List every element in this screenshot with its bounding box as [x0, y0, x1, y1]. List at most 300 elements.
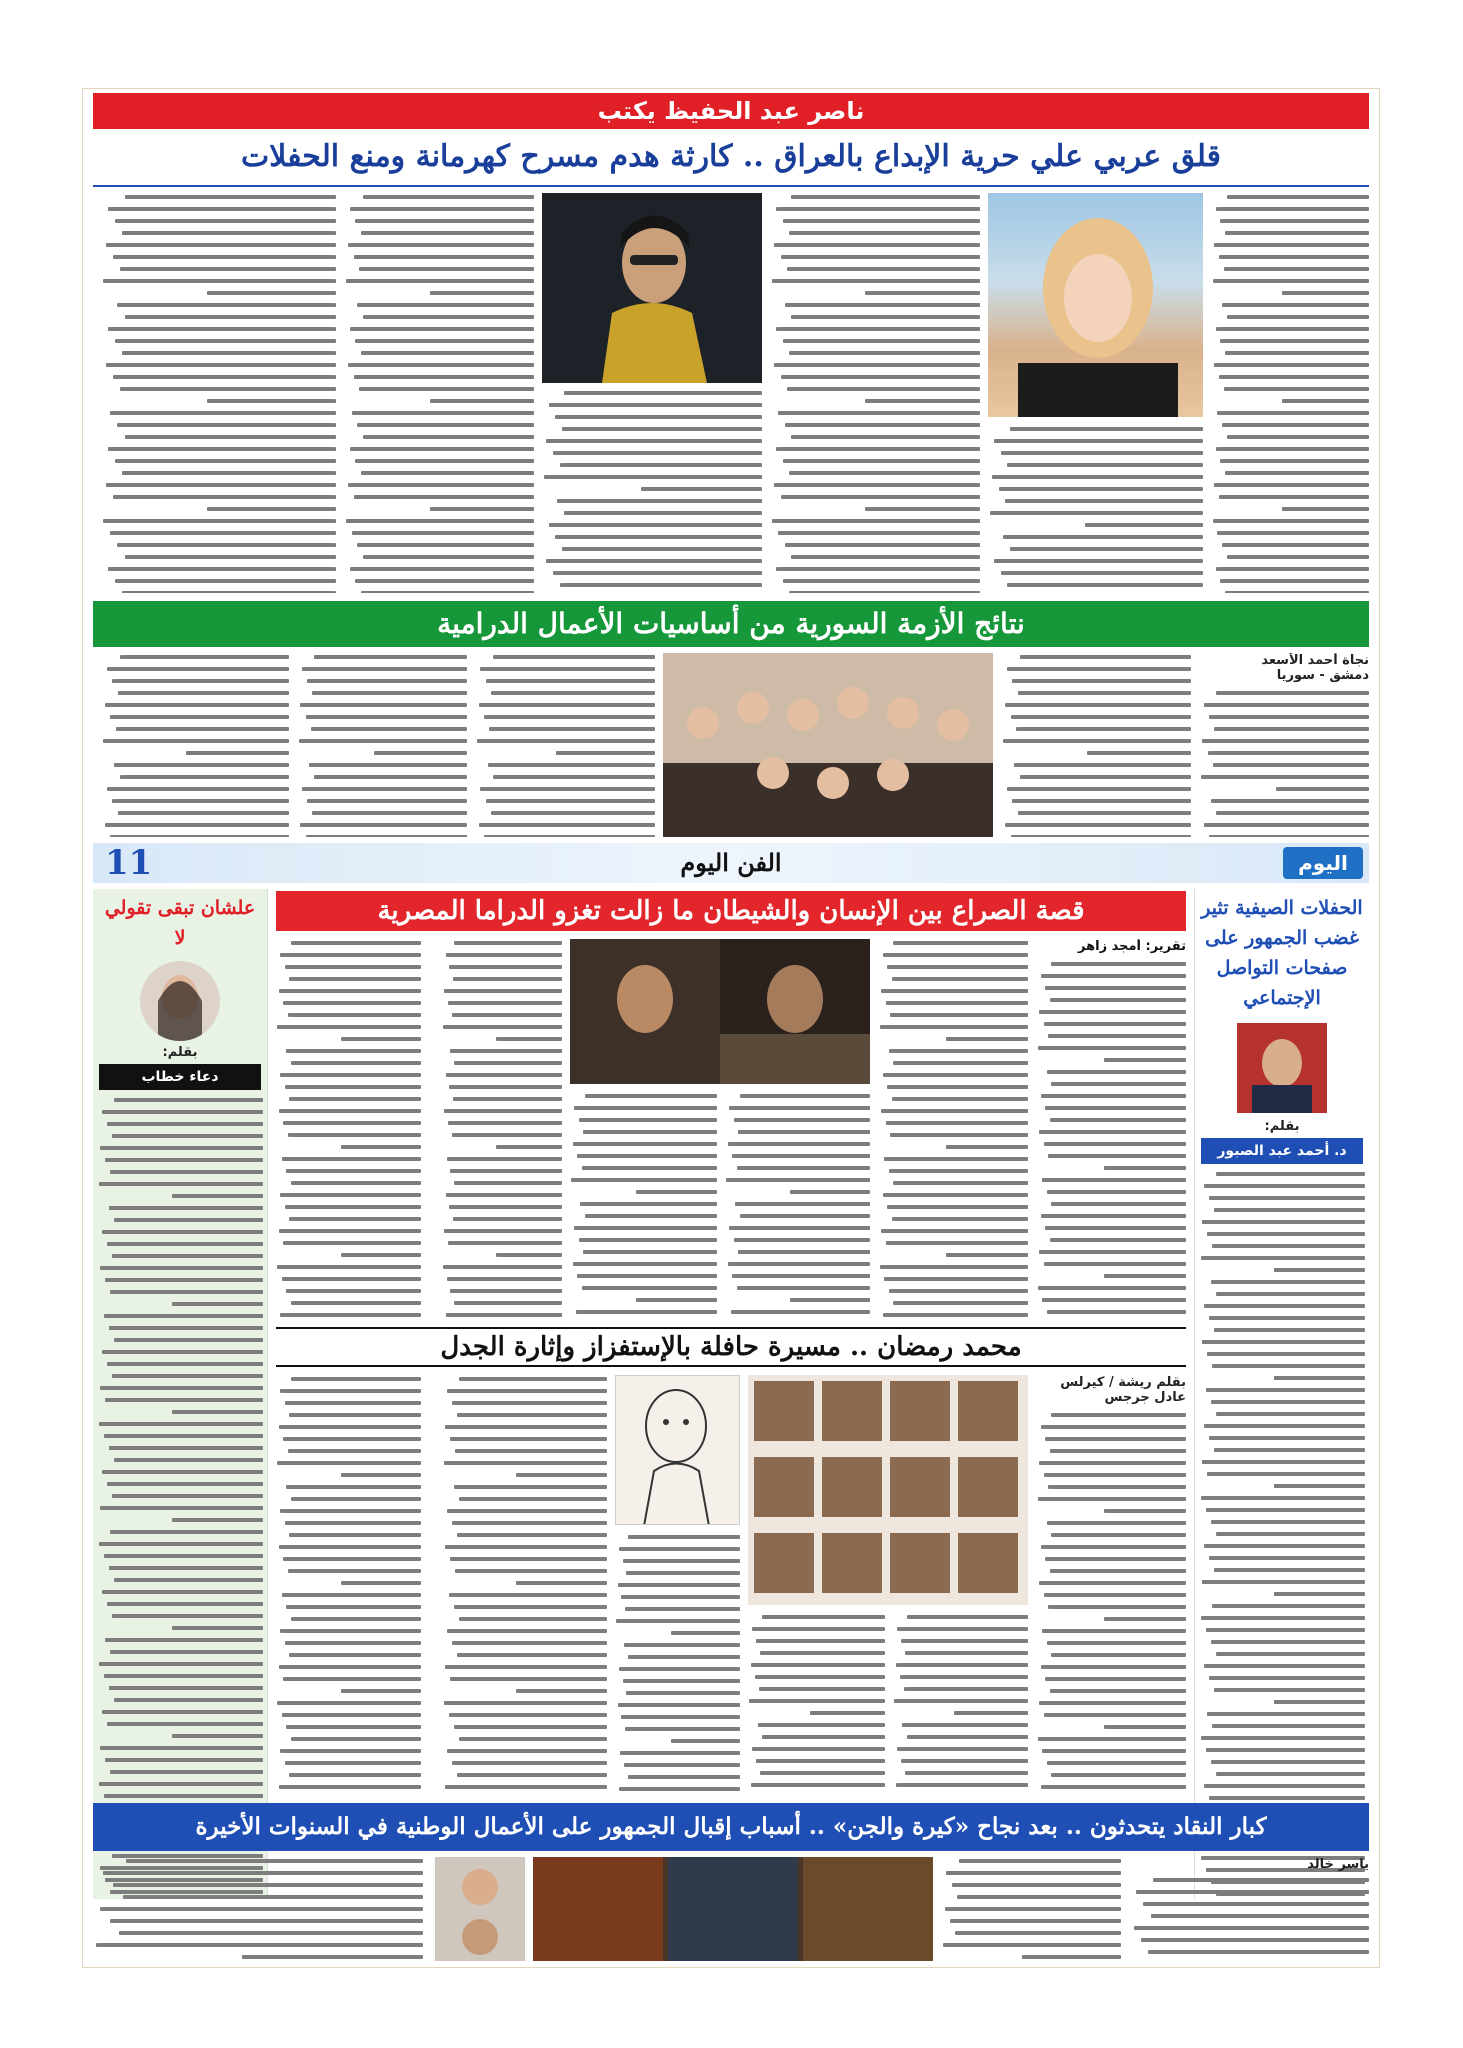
right-column-title: الحفلات الصيفية تثير غضب الجمهور على صفحات التواصل الإجتماعي: [1201, 897, 1363, 1009]
body-text-line: [1051, 1082, 1186, 1086]
body-text-line: [480, 667, 655, 671]
body-text-line: [447, 1157, 562, 1161]
body-text-line: [123, 1895, 423, 1899]
body-text-line: [280, 1749, 421, 1753]
body-text-line: [110, 1290, 263, 1294]
body-text-line: [865, 291, 981, 295]
body-text-line: [115, 579, 336, 583]
body-text-line: [994, 559, 1203, 563]
body-text-line: [1038, 1046, 1187, 1050]
body-text-line: [778, 531, 980, 535]
body-text-line: [354, 375, 535, 379]
body-text-line: [884, 1157, 1028, 1161]
body-text-line: [118, 691, 289, 695]
body-text-line: [1214, 363, 1369, 367]
body-text-line: [624, 1763, 740, 1767]
body-text-line: [897, 1747, 1028, 1751]
body-text-line: [277, 1701, 421, 1705]
body-text-line: [107, 1122, 263, 1126]
body-text-line: [574, 1226, 717, 1230]
body-text-line: [374, 751, 468, 755]
body-text-line: [1048, 1605, 1186, 1609]
body-text-line: [113, 255, 336, 259]
body-text-line: [107, 1362, 263, 1366]
body-text-line: [1202, 1460, 1365, 1464]
body-text-line: [447, 1509, 607, 1513]
body-text-line: [952, 1883, 1121, 1887]
body-text-line: [357, 543, 534, 547]
body-text-line: [1211, 1400, 1365, 1404]
body-text-line: [113, 495, 336, 499]
body-text-line: [892, 1217, 1029, 1221]
body-text-line: [291, 1061, 422, 1065]
body-text-line: [348, 243, 534, 247]
ramadan-byline: بقلم ريشة / كيرلس عادل جرجس: [1060, 1375, 1186, 1405]
body-text-line: [791, 435, 980, 439]
body-text-line: [778, 411, 980, 415]
body-text-line: [277, 1265, 421, 1269]
body-text-line: [100, 1506, 263, 1510]
body-text-line: [286, 1169, 421, 1173]
body-text-line: [359, 267, 534, 271]
body-text-line: [562, 547, 762, 551]
body-text-line: [430, 507, 535, 511]
body-text-line: [444, 989, 562, 993]
body-text-line: [289, 977, 421, 981]
body-text-line: [787, 267, 980, 271]
body-text-line: [1225, 591, 1369, 593]
body-text-line: [1143, 1902, 1369, 1906]
body-text-line: [576, 1310, 717, 1314]
film-posters-photo: [533, 1857, 933, 1961]
body-text-line: [449, 1205, 562, 1209]
body-text-line: [1047, 1521, 1187, 1525]
body-text-line: [114, 1218, 263, 1222]
body-text-line: [450, 1437, 607, 1441]
body-text-line: [110, 1770, 263, 1774]
body-text-line: [582, 1286, 717, 1290]
body-text-line: [280, 1389, 421, 1393]
body-text-line: [1047, 1070, 1187, 1074]
body-text-line: [459, 1497, 608, 1501]
body-text-line: [279, 1425, 421, 1429]
body-text-line: [491, 811, 655, 815]
top-text-col-1: [1211, 193, 1369, 593]
body-text-line: [1042, 1298, 1186, 1302]
body-text-line: [901, 1639, 1028, 1643]
body-text-line: [1216, 811, 1369, 815]
body-text-line: [114, 1338, 263, 1342]
body-text-line: [447, 1629, 607, 1633]
body-text-line: [1282, 507, 1369, 511]
body-text-line: [346, 279, 534, 283]
body-text-line: [363, 435, 534, 439]
body-text-line: [1007, 667, 1191, 671]
body-text-line: [452, 1013, 562, 1017]
body-text-line: [1051, 1773, 1186, 1777]
body-text-line: [457, 1653, 607, 1657]
body-text-line: [307, 679, 467, 683]
body-text-line: [357, 303, 534, 307]
body-text-line: [289, 1773, 421, 1777]
body-text-line: [1220, 579, 1369, 583]
body-text-line: [1048, 1034, 1186, 1038]
body-text-line: [1209, 1196, 1365, 1200]
body-text-line: [1204, 1544, 1365, 1548]
body-text-line: [749, 1699, 885, 1703]
body-text-line: [172, 1734, 263, 1738]
body-text-line: [449, 1593, 607, 1597]
body-text-line: [355, 579, 534, 583]
body-text-line: [1274, 1268, 1365, 1272]
body-text-line: [881, 1109, 1028, 1113]
section-strip: [93, 843, 1369, 883]
body-text-line: [112, 1614, 263, 1618]
body-text-line: [1214, 1688, 1365, 1692]
byline-banner: ناصر عبد الحفيظ يكتب: [93, 93, 1369, 129]
body-text-line: [105, 1758, 263, 1762]
body-text-line: [894, 1699, 1028, 1703]
body-text-line: [774, 483, 980, 487]
body-text-line: [289, 1413, 421, 1417]
body-text-line: [625, 1727, 740, 1731]
body-text-line: [751, 1783, 885, 1787]
body-text-line: [740, 1214, 871, 1218]
body-text-line: [756, 1759, 885, 1763]
body-text-line: [740, 1094, 871, 1098]
body-text-line: [99, 1182, 263, 1186]
body-text-line: [1213, 763, 1369, 767]
body-text-line: [946, 1871, 1121, 1875]
body-text-line: [445, 1665, 607, 1669]
body-text-line: [574, 1106, 717, 1110]
body-text-line: [106, 483, 336, 487]
body-text-line: [892, 1097, 1029, 1101]
body-text-line: [300, 823, 467, 827]
body-text-line: [452, 1761, 607, 1765]
body-text-line: [735, 1202, 870, 1206]
drama-byline: تقرير: أمجد زاهر: [1078, 939, 1186, 954]
body-text-line: [1227, 435, 1369, 439]
body-text-line: [881, 1229, 1028, 1233]
body-text-line: [904, 1687, 1028, 1691]
body-text-line: [892, 977, 1029, 981]
body-text-line: [354, 255, 535, 259]
drama-text-col-5: [442, 939, 562, 1319]
body-text-line: [1085, 523, 1203, 527]
body-text-line: [107, 1242, 263, 1246]
body-text-line: [302, 667, 467, 671]
body-text-line: [1201, 775, 1369, 779]
body-text-line: [1018, 811, 1191, 815]
body-text-line: [628, 1655, 741, 1659]
body-text-line: [355, 339, 534, 343]
body-text-line: [172, 1194, 263, 1198]
body-text-line: [1048, 1154, 1186, 1158]
body-text-line: [454, 1301, 562, 1305]
body-text-line: [1214, 1448, 1365, 1452]
body-text-line: [880, 1265, 1029, 1269]
body-text-line: [623, 1559, 741, 1563]
body-text-line: [897, 1627, 1028, 1631]
body-text-line: [1104, 1058, 1187, 1062]
body-text-line: [1216, 1652, 1365, 1656]
body-text-line: [1050, 1689, 1187, 1693]
body-text-line: [1038, 1737, 1187, 1741]
body-text-line: [453, 977, 562, 981]
body-text-line: [446, 953, 562, 957]
body-text-line: [999, 487, 1203, 491]
body-text-line: [102, 1110, 263, 1114]
body-text-line: [289, 1653, 421, 1657]
body-text-line: [486, 679, 655, 683]
body-text-line: [893, 1061, 1028, 1065]
body-text-line: [109, 1326, 263, 1330]
body-text-line: [738, 1130, 870, 1134]
body-text-line: [783, 339, 980, 343]
body-text-line: [1050, 1118, 1187, 1122]
body-text-line: [354, 495, 535, 499]
body-text-line: [636, 1298, 717, 1302]
critics-headline: كبار النقاد يتحدثون .. بعد نجاح «كيرة والجن» .. أسباب إقبال الجمهور على الأعمال الوطنية في السنوات الأخيرة: [93, 1803, 1369, 1851]
body-text-line: [289, 1097, 421, 1101]
top-text-col-6: [101, 193, 336, 593]
body-text-line: [890, 1013, 1028, 1017]
body-text-line: [112, 1374, 263, 1378]
body-text-line: [1005, 823, 1191, 827]
body-text-line: [785, 423, 980, 427]
body-text-line: [1211, 799, 1369, 803]
body-text-line: [242, 1955, 424, 1959]
body-text-line: [352, 411, 534, 415]
body-text-line: [291, 941, 422, 945]
body-text-line: [285, 965, 421, 969]
body-text-line: [1206, 1628, 1365, 1632]
body-text-line: [314, 655, 467, 659]
drama-collage-photo: [570, 939, 870, 1084]
body-text-line: [1274, 1700, 1365, 1704]
body-text-line: [107, 667, 289, 671]
body-text-line: [762, 1735, 885, 1739]
body-text-line: [1207, 1352, 1365, 1356]
body-text-line: [450, 1677, 607, 1681]
body-text-line: [288, 1569, 421, 1573]
body-text-line: [1039, 1461, 1186, 1465]
body-text-line: [103, 279, 336, 283]
body-text-line: [289, 1533, 421, 1537]
body-text-line: [619, 1787, 740, 1791]
body-text-line: [1022, 1955, 1121, 1959]
body-text-line: [480, 787, 655, 791]
ramadan-text-col-1: [1036, 1375, 1186, 1795]
body-text-line: [282, 1713, 421, 1717]
body-text-line: [186, 751, 289, 755]
body-text-line: [105, 1278, 263, 1282]
body-text-line: [887, 1205, 1028, 1209]
body-text-line: [1051, 1653, 1186, 1657]
body-text-line: [279, 1785, 421, 1789]
body-text-line: [1044, 1593, 1187, 1597]
body-text-line: [907, 1735, 1029, 1739]
body-text-line: [1220, 459, 1369, 463]
body-text-line: [781, 255, 981, 259]
body-text-line: [628, 1535, 741, 1539]
body-text-line: [1045, 1557, 1186, 1561]
body-text-line: [491, 691, 655, 695]
body-text-line: [1214, 243, 1369, 247]
body-text-line: [1050, 1238, 1187, 1242]
body-text-line: [110, 1650, 263, 1654]
body-text-line: [1222, 303, 1369, 307]
body-text-line: [564, 511, 762, 515]
body-text-line: [729, 1106, 870, 1110]
body-text-line: [776, 447, 980, 451]
body-text-line: [122, 351, 336, 355]
body-text-line: [516, 1581, 607, 1585]
author-photo-left: [140, 961, 220, 1041]
body-text-line: [108, 447, 336, 451]
body-text-line: [1276, 787, 1370, 791]
body-text-line: [1209, 1556, 1365, 1560]
ramadan-text-col-6: [276, 1375, 421, 1795]
syria-text-col-4: [297, 653, 467, 837]
body-text-line: [1225, 351, 1369, 355]
body-text-line: [886, 1121, 1029, 1125]
body-text-line: [96, 1943, 423, 1947]
body-text-line: [893, 941, 1028, 945]
body-text-line: [1042, 1629, 1186, 1633]
body-text-line: [1104, 1166, 1187, 1170]
body-text-line: [114, 1698, 263, 1702]
body-text-line: [789, 231, 980, 235]
body-text-line: [1041, 1665, 1187, 1669]
body-text-line: [955, 1931, 1121, 1935]
body-text-line: [341, 1689, 421, 1693]
body-text-line: [883, 1193, 1029, 1197]
body-text-line: [120, 267, 336, 271]
body-text-line: [444, 1461, 607, 1465]
body-text-line: [1224, 267, 1369, 271]
body-text-line: [312, 811, 467, 815]
body-text-line: [291, 1737, 422, 1741]
body-text-line: [110, 715, 289, 719]
body-text-line: [1012, 679, 1191, 683]
body-text-line: [1219, 495, 1369, 499]
body-text-line: [452, 1401, 607, 1405]
body-text-line: [100, 1907, 423, 1911]
body-text-line: [312, 691, 467, 695]
body-text-line: [880, 1025, 1029, 1029]
body-text-line: [737, 1286, 870, 1290]
body-text-line: [1204, 1664, 1365, 1668]
body-text-line: [449, 1713, 607, 1717]
body-text-line: [1209, 835, 1369, 837]
body-text-line: [783, 459, 980, 463]
drama-text-col-1: [1036, 939, 1186, 1319]
body-text-line: [445, 1785, 607, 1789]
ramadan-text-col-3: [748, 1613, 885, 1795]
body-text-line: [1007, 787, 1191, 791]
body-text-line: [1227, 195, 1369, 199]
syria-byline: نجاة أحمد الأسعد: [1261, 653, 1369, 668]
body-text-line: [946, 1145, 1029, 1149]
body-text-line: [1136, 1890, 1369, 1894]
body-text-line: [994, 439, 1203, 443]
body-text-line: [946, 1253, 1029, 1257]
body-text-line: [484, 835, 655, 837]
body-text-line: [1214, 483, 1369, 487]
body-text-line: [299, 739, 467, 743]
body-text-line: [454, 1725, 607, 1729]
body-text-line: [1039, 1010, 1186, 1014]
body-text-line: [122, 471, 336, 475]
body-text-line: [889, 1049, 1029, 1053]
body-text-line: [1202, 739, 1369, 743]
body-text-line: [1020, 775, 1191, 779]
body-text-line: [620, 1751, 740, 1755]
body-text-line: [444, 1109, 562, 1113]
body-text-line: [585, 1094, 717, 1098]
body-text-line: [560, 583, 762, 587]
body-text-line: [107, 787, 289, 791]
body-text-line: [280, 953, 421, 957]
body-text-line: [291, 1617, 422, 1621]
body-text-line: [104, 1674, 263, 1678]
body-text-line: [125, 315, 337, 319]
body-text-line: [341, 1145, 421, 1149]
body-text-line: [619, 1667, 740, 1671]
body-text-line: [787, 387, 980, 391]
body-text-line: [553, 571, 762, 575]
body-text-line: [626, 1691, 740, 1695]
body-text-line: [107, 1482, 263, 1486]
caricature-drawing: [615, 1375, 740, 1525]
body-text-line: [1216, 1292, 1365, 1296]
body-text-line: [1220, 339, 1369, 343]
body-text-line: [881, 989, 1028, 993]
body-text-line: [641, 487, 762, 491]
body-text-line: [105, 703, 289, 707]
body-text-line: [1045, 1677, 1186, 1681]
body-text-line: [108, 207, 336, 211]
body-text-line: [116, 727, 289, 731]
body-text-line: [285, 1205, 421, 1209]
body-text-line: [516, 1689, 607, 1693]
body-text-line: [455, 1449, 607, 1453]
body-text-line: [772, 519, 980, 523]
drama-text-col-3: [725, 1092, 870, 1319]
body-text-line: [357, 423, 534, 427]
body-text-line: [1220, 219, 1369, 223]
body-text-line: [943, 1943, 1121, 1947]
actor-photo: [542, 193, 762, 383]
body-text-line: [286, 1485, 421, 1489]
body-text-line: [957, 1895, 1121, 1899]
body-text-line: [172, 1302, 263, 1306]
body-text-line: [790, 1190, 870, 1194]
body-text-line: [1204, 823, 1369, 827]
body-text-line: [100, 1146, 263, 1150]
body-text-line: [450, 1557, 607, 1561]
body-text-line: [1202, 1220, 1365, 1224]
body-text-line: [728, 1142, 870, 1146]
body-text-line: [454, 1605, 607, 1609]
body-text-line: [110, 835, 289, 837]
body-text-line: [553, 451, 762, 455]
body-text-line: [1207, 1232, 1365, 1236]
body-text-line: [810, 1711, 885, 1715]
body-text-line: [311, 727, 467, 731]
